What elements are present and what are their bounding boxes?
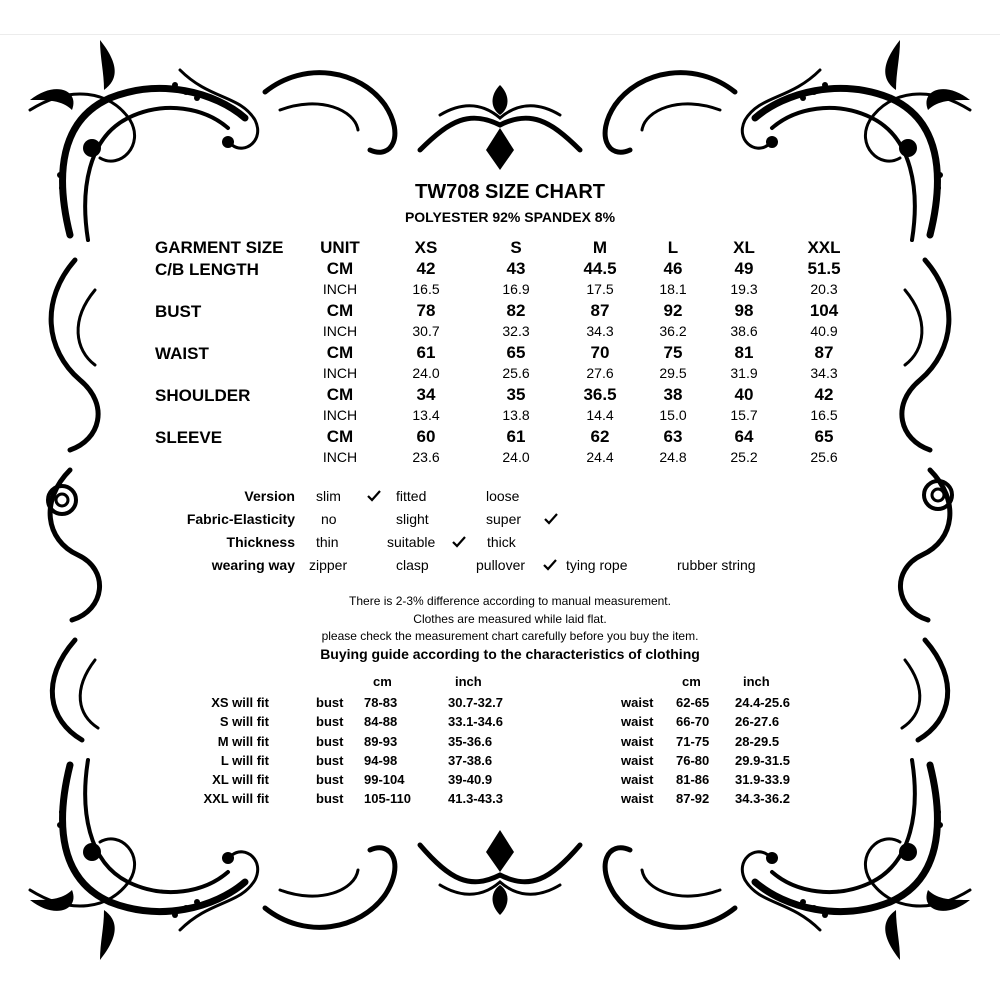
option-value: pullover: [476, 557, 526, 573]
guide-size: XL will fit: [212, 772, 269, 787]
waist-inch: 28-29.5: [735, 734, 780, 749]
option-value: thick: [487, 534, 516, 550]
bust-cm: 94-98: [364, 753, 398, 768]
option-value: loose: [486, 488, 520, 504]
cm-value: 46: [663, 259, 683, 278]
cm-value: 63: [663, 427, 683, 446]
size-header: XL: [733, 238, 755, 257]
bust-cm: 89-93: [364, 734, 398, 749]
waist-inch: 34.3-36.2: [735, 791, 790, 806]
bust-inch: 39-40.9: [448, 772, 493, 787]
row-label: BUST: [155, 302, 202, 321]
option-value: suitable: [387, 534, 436, 550]
cm-value: 78: [416, 301, 436, 320]
option-value: fitted: [396, 488, 427, 504]
garment-size-header: GARMENT SIZE: [155, 238, 284, 257]
option-value: clasp: [396, 557, 429, 573]
option-value: rubber string: [677, 557, 756, 573]
bust-cm: 105-110: [364, 791, 411, 806]
cm-value: 42: [416, 259, 436, 278]
waist-cm: 81-86: [676, 772, 710, 787]
cm-value: 65: [506, 343, 526, 362]
cm-value: 104: [809, 301, 839, 320]
inch-value: 38.6: [730, 323, 758, 339]
inch-value: 24.0: [412, 365, 440, 381]
inch-value: 31.9: [730, 365, 758, 381]
inch-value: 36.2: [659, 323, 687, 339]
inch-value: 23.6: [412, 449, 440, 465]
bust-label: bust: [316, 772, 344, 787]
buying-guide-title: Buying guide according to the characteristics of clothing: [320, 646, 700, 662]
cm-value: 44.5: [583, 259, 617, 278]
inch-value: 30.7: [412, 323, 440, 339]
check-icon: [452, 536, 466, 548]
unit-cm: CM: [326, 259, 354, 278]
bust-label: bust: [316, 695, 344, 710]
inch-value: 15.0: [659, 407, 687, 423]
waist-cm: 76-80: [676, 753, 710, 768]
inch-value: 27.6: [586, 365, 614, 381]
option-value: slight: [396, 511, 429, 527]
cm-value: 35: [506, 385, 526, 404]
cm-value: 82: [506, 301, 526, 320]
cm-value: 40: [734, 385, 754, 404]
unit-cm: CM: [326, 385, 354, 404]
bust-cm-header: cm: [373, 674, 392, 689]
cm-value: 43: [506, 259, 526, 278]
option-value: super: [486, 511, 522, 527]
waist-inch: 31.9-33.9: [735, 772, 790, 787]
guide-size: M will fit: [217, 734, 269, 749]
unit-inch: INCH: [322, 323, 358, 339]
check-icon: [367, 490, 381, 502]
inch-value: 25.2: [730, 449, 758, 465]
row-label: WAIST: [155, 344, 209, 363]
inch-value: 25.6: [502, 365, 530, 381]
waist-inch: 24.4-25.6: [735, 695, 790, 710]
bust-cm: 99-104: [364, 772, 405, 787]
waist-cm: 71-75: [676, 734, 710, 749]
option-value: tying rope: [566, 557, 628, 573]
waist-label: waist: [621, 714, 654, 729]
note-line: Clothes are measured while laid flat.: [413, 612, 607, 626]
option-value: slim: [316, 488, 341, 504]
size-header: M: [592, 238, 608, 257]
size-header: XXL: [807, 238, 841, 257]
fabric-composition: POLYESTER 92% SPANDEX 8%: [404, 209, 616, 225]
cm-value: 62: [590, 427, 610, 446]
inch-value: 34.3: [586, 323, 614, 339]
option-value: no: [321, 511, 337, 527]
unit-inch: INCH: [322, 281, 358, 297]
option-value: zipper: [309, 557, 348, 573]
inch-value: 24.4: [586, 449, 614, 465]
bust-label: bust: [316, 714, 344, 729]
waist-inch: 26-27.6: [735, 714, 780, 729]
unit-inch: INCH: [322, 407, 358, 423]
cm-value: 87: [814, 343, 834, 362]
cm-value: 81: [734, 343, 754, 362]
unit-cm: CM: [326, 301, 354, 320]
inch-value: 19.3: [730, 281, 758, 297]
inch-value: 25.6: [810, 449, 838, 465]
guide-size: S will fit: [219, 714, 269, 729]
waist-cm: 62-65: [676, 695, 710, 710]
waist-inch: 29.9-31.5: [735, 753, 790, 768]
inch-value: 40.9: [810, 323, 838, 339]
inch-value: 16.5: [412, 281, 440, 297]
bust-inch: 41.3-43.3: [448, 791, 503, 806]
check-icon: [544, 513, 558, 525]
guide-size: XXL will fit: [203, 791, 269, 806]
cm-value: 65: [814, 427, 834, 446]
cm-value: 49: [734, 259, 754, 278]
option-label: Version: [244, 488, 295, 504]
bust-label: bust: [316, 734, 344, 749]
cm-value: 87: [590, 301, 610, 320]
cm-value: 38: [663, 385, 683, 404]
inch-value: 13.4: [412, 407, 440, 423]
bust-cm: 78-83: [364, 695, 398, 710]
inch-value: 14.4: [586, 407, 614, 423]
note-line: There is 2-3% difference according to manual measurement.: [349, 594, 671, 608]
waist-inch-header: inch: [743, 674, 770, 689]
option-value: thin: [316, 534, 339, 550]
inch-value: 34.3: [810, 365, 838, 381]
inch-value: 24.8: [659, 449, 687, 465]
cm-value: 42: [814, 385, 834, 404]
bust-label: bust: [316, 791, 344, 806]
cm-value: 75: [663, 343, 683, 362]
inch-value: 24.0: [502, 449, 530, 465]
waist-label: waist: [621, 734, 654, 749]
cm-value: 36.5: [583, 385, 617, 404]
unit-inch: INCH: [322, 365, 358, 381]
unit-header: UNIT: [320, 238, 360, 257]
unit-inch: INCH: [322, 449, 358, 465]
unit-cm: CM: [326, 427, 354, 446]
cm-value: 92: [663, 301, 683, 320]
bust-inch: 30.7-32.7: [448, 695, 503, 710]
waist-label: waist: [621, 753, 654, 768]
inch-value: 16.5: [810, 407, 838, 423]
option-label: Fabric-Elasticity: [186, 511, 295, 527]
waist-label: waist: [621, 695, 654, 710]
inch-value: 16.9: [502, 281, 530, 297]
option-label: wearing way: [211, 557, 295, 573]
cm-value: 61: [506, 427, 526, 446]
bust-cm: 84-88: [364, 714, 398, 729]
inch-value: 15.7: [730, 407, 758, 423]
check-icon: [543, 559, 557, 571]
row-label: SHOULDER: [155, 386, 251, 405]
size-header: XS: [414, 238, 438, 257]
chart-title: TW708 SIZE CHART: [414, 181, 606, 203]
cm-value: 61: [416, 343, 436, 362]
size-header: S: [510, 238, 522, 257]
bust-label: bust: [316, 753, 344, 768]
inch-value: 18.1: [659, 281, 687, 297]
inch-value: 17.5: [586, 281, 614, 297]
option-label: Thickness: [226, 534, 295, 550]
waist-cm: 87-92: [676, 791, 710, 806]
bust-inch: 33.1-34.6: [448, 714, 503, 729]
size-header: L: [667, 238, 679, 257]
cm-value: 60: [416, 427, 436, 446]
row-label: SLEEVE: [155, 428, 223, 447]
inch-value: 13.8: [502, 407, 530, 423]
waist-cm-header: cm: [682, 674, 701, 689]
cm-value: 64: [734, 427, 754, 446]
cm-value: 51.5: [807, 259, 841, 278]
row-label: C/B LENGTH: [155, 260, 259, 279]
waist-cm: 66-70: [676, 714, 710, 729]
inch-value: 32.3: [502, 323, 530, 339]
bust-inch: 35-36.6: [448, 734, 493, 749]
cm-value: 98: [734, 301, 754, 320]
bust-inch: 37-38.6: [448, 753, 493, 768]
cm-value: 34: [416, 385, 436, 404]
inch-value: 29.5: [659, 365, 687, 381]
waist-label: waist: [621, 772, 654, 787]
bust-inch-header: inch: [455, 674, 482, 689]
unit-cm: CM: [326, 343, 354, 362]
guide-size: XS will fit: [211, 695, 269, 710]
cm-value: 70: [590, 343, 610, 362]
waist-label: waist: [621, 791, 654, 806]
guide-size: L will fit: [220, 753, 269, 768]
inch-value: 20.3: [810, 281, 838, 297]
note-line: please check the measurement chart carefully before you buy the item.: [321, 629, 699, 643]
